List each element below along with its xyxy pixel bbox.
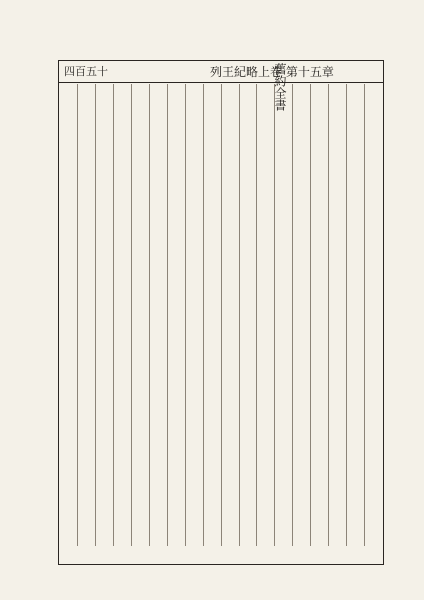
margin-note-group <box>112 14 116 62</box>
text-column <box>221 84 239 546</box>
margin-note-group <box>92 14 96 62</box>
verse-number <box>96 548 114 562</box>
margin-note-group <box>72 14 76 62</box>
verse-number <box>185 548 203 562</box>
margin-note-group <box>102 14 106 62</box>
verse-number <box>78 548 96 562</box>
text-column <box>131 84 149 546</box>
verse-number <box>310 548 328 562</box>
verse-number <box>239 548 257 562</box>
verse-number <box>257 548 275 562</box>
text-column <box>292 84 310 546</box>
verse-number <box>275 548 293 562</box>
text-column <box>328 84 346 546</box>
verse-number <box>114 548 132 562</box>
verse-number <box>203 548 221 562</box>
text-column <box>60 84 77 546</box>
verse-number <box>293 548 311 562</box>
text-column <box>239 84 257 546</box>
text-column <box>203 84 221 546</box>
text-column <box>346 84 364 546</box>
verse-number <box>346 548 364 562</box>
margin-note-group <box>62 14 66 62</box>
text-column <box>149 84 167 546</box>
text-column <box>77 84 95 546</box>
verse-number <box>221 548 239 562</box>
section-title: 列王紀略上卷 <box>210 65 283 79</box>
margin-note-group <box>82 14 86 62</box>
text-column <box>364 84 382 546</box>
margin-notes <box>62 14 116 62</box>
text-column <box>310 84 328 546</box>
text-column <box>95 84 113 546</box>
text-column <box>185 84 203 546</box>
book-title: 舊約全書 <box>273 63 287 111</box>
verse-number <box>328 548 346 562</box>
verse-number <box>167 548 185 562</box>
text-columns <box>60 84 382 546</box>
page-number: 四百五十 <box>64 65 108 78</box>
text-column <box>274 84 292 546</box>
text-column <box>256 84 274 546</box>
verse-number <box>149 548 167 562</box>
header-divider <box>58 82 384 83</box>
text-column <box>167 84 185 546</box>
verse-number <box>60 548 78 562</box>
chapter-heading <box>210 63 334 80</box>
chapter-number: 第十五章 <box>285 65 334 79</box>
verse-number-strip <box>60 548 382 562</box>
verse-number <box>364 548 382 562</box>
verse-number <box>132 548 150 562</box>
text-column <box>113 84 131 546</box>
